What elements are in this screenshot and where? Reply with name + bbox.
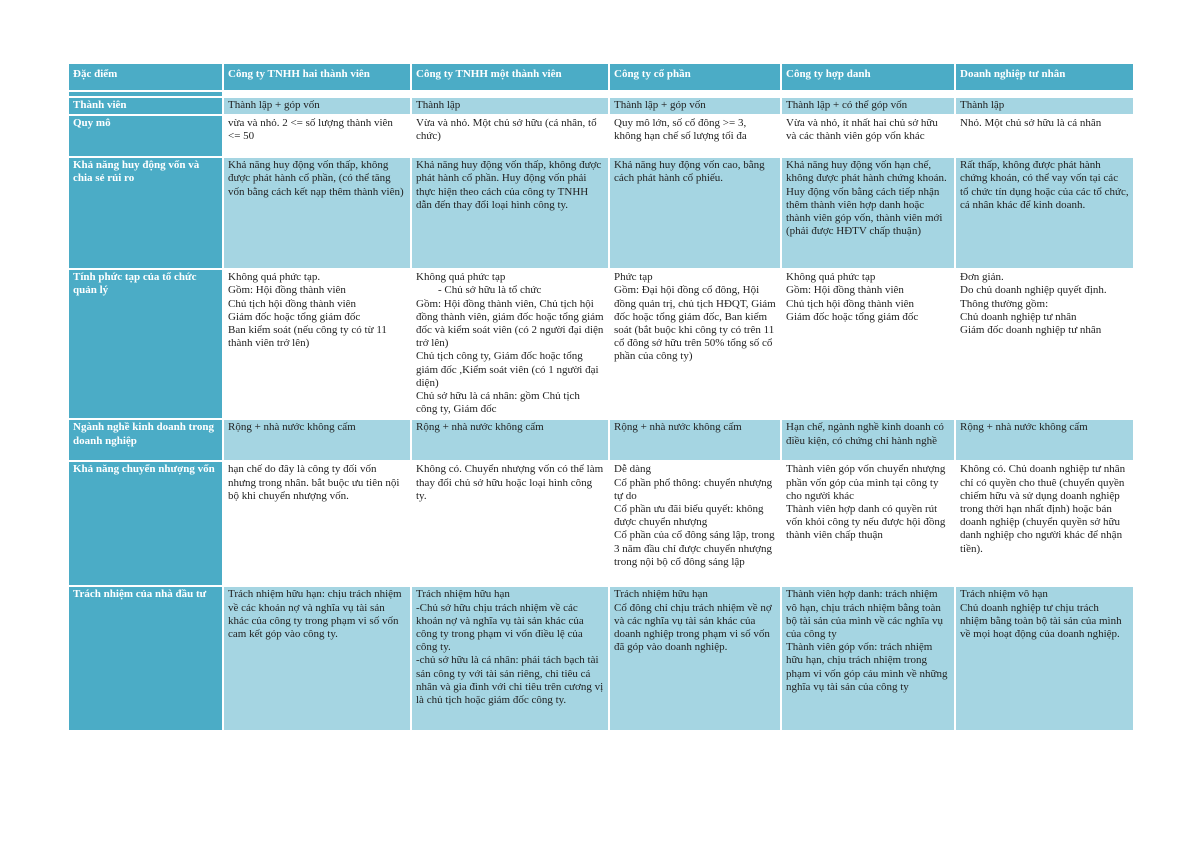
cell-line: Vừa và nhỏ. Một chủ sở hữu (cá nhân, tổ chức) — [416, 117, 597, 143]
cell-line: Không có. Chủ doanh nghiệp tư nhân chỉ có quyền cho thuê (chuyển quyền chiếm hữu và sử dụng doanh nghiệp trong thời hạn nhất định) hoặc bán doanh nghiệp (chuyển quyền sở hữu danh nghiệp cho người khác để nhận tiền). — [960, 463, 1126, 555]
table-cell — [224, 270, 410, 418]
cell-line: Cổ phần của cổ đông sáng lập, trong 3 năm đầu chỉ được chuyển nhượng trong nội bộ cổ đông sáng lập — [614, 529, 775, 568]
cell-line: Thành lập — [416, 99, 461, 111]
table-cell — [610, 158, 780, 268]
table-cell — [956, 270, 1133, 418]
cell-line: Rộng + nhà nước không cấm — [416, 421, 544, 434]
cell-line: Dễ dàng — [614, 463, 651, 476]
cell-line: hạn chế do đây là công ty đối vốn nhưng trong nhân. bắt buộc ưu tiên nội bộ khi chuyển nhượng vốn. — [228, 463, 400, 502]
row-label: Ngành nghề kinh doanh trong doanh nghiệp — [69, 420, 222, 460]
cell-line: Chủ tịch hội đồng thành viên — [228, 297, 357, 310]
table-row — [69, 116, 1133, 156]
header-row — [69, 64, 1133, 90]
cell-line: Không quá phức tạp — [416, 271, 506, 284]
cell-line: Cổ phần ưu đãi biểu quyết: không được chuyển nhượng — [614, 503, 764, 529]
table-cell — [956, 420, 1133, 460]
cell-line: Trách nhiệm vô hạn — [960, 588, 1048, 601]
table-cell — [412, 462, 608, 585]
cell-line: Cổ đông chỉ chịu trách nhiệm về nợ và các nghĩa vụ tài sản khác của doanh nghiệp trong phạm vi số vốn đã góp vào doanh nghiệp. — [614, 601, 772, 654]
cell-line: Khả năng huy động vốn thấp, không được phát hành cổ phần, (có thể tăng vốn bằng cách kết nạp thêm thành viên) — [228, 159, 404, 198]
cell-line: Quy mô lớn, số cổ đông >= 3, không hạn chế số lượng tối đa — [614, 117, 747, 143]
header-cell: Doanh nghiệp tư nhân — [956, 64, 1133, 90]
cell-line: Khả năng huy động vốn thấp, không được phát hành cổ phần. Huy động vốn phải thực hiện theo cách của công ty TNHH dẫn đến thay đổi loại hình công ty. — [416, 159, 602, 211]
cell-line: Khả năng huy động vốn hạn chế, không được phát hành chứng khoán. — [786, 159, 947, 185]
cell-line: Do chủ doanh nghiệp quyết định. — [960, 284, 1107, 297]
cell-line: Giám đốc hoặc tổng giám đốc — [228, 310, 361, 323]
table-cell — [782, 587, 954, 730]
cell-line: Nhỏ. Một chủ sở hữu là cá nhân — [960, 117, 1102, 130]
table-row — [69, 158, 1133, 268]
table-cell — [224, 587, 410, 730]
table-cell — [224, 462, 410, 585]
header-cell: Đặc điểm — [69, 64, 222, 90]
row-label: Khả năng chuyển nhượng vốn — [69, 462, 222, 585]
cell-line: Rộng + nhà nước không cấm — [960, 421, 1088, 434]
table-cell — [412, 98, 608, 114]
spacer-cell — [782, 92, 954, 96]
cell-line: Khả năng huy động vốn cao, bằng cách phát hành cổ phiếu. — [614, 159, 765, 185]
row-label: Thành viên — [69, 98, 222, 114]
cell-line: -Chủ sở hữu chịu trách nhiệm về các khoản nợ và nghĩa vụ tài sản khác của công ty trong phạm vi vốn điều lệ của công ty. — [416, 601, 584, 654]
table-cell — [412, 116, 608, 156]
spacer-cell — [956, 92, 1133, 96]
cell-line: Ban kiểm soát (nếu công ty có từ 11 thành viên trở lên) — [228, 324, 387, 350]
table-cell — [782, 270, 954, 418]
cell-line: - Chủ sở hữu là tổ chức — [438, 284, 542, 297]
table-cell — [224, 420, 410, 460]
cell-line: Thành lập + góp vốn — [614, 99, 706, 111]
table-cell — [956, 462, 1133, 585]
header-cell: Công ty cổ phần — [610, 64, 780, 90]
table-cell — [412, 158, 608, 268]
table-row — [69, 270, 1133, 418]
cell-line: Huy động vốn bằng cách tiếp nhận thêm thành viên hợp danh hoặc thành viên góp vốn, thành viên mới (phải được HĐTV chấp thuận) — [786, 185, 943, 238]
table-row — [69, 587, 1133, 730]
table-cell — [610, 587, 780, 730]
row-label: Quy mô — [69, 116, 222, 156]
table-cell — [610, 420, 780, 460]
cell-line: Gồm: Đại hội đồng cổ đông, Hội đồng quản trị, chủ tịch HĐQT, Giám đốc hoặc tổng giám đốc, Ban kiểm soát (bắt buộc khi công ty có trên 11 cổ đông sở hữu trên 50% tổng số cổ phần của công ty) — [614, 284, 776, 363]
table-cell — [224, 158, 410, 268]
table-cell — [782, 158, 954, 268]
table-cell — [224, 98, 410, 114]
cell-line: Rất thấp, không được phát hành chứng khoán, có thể vay vốn tại các tổ chức tín dụng hoặc của các tổ chức, cá nhân khác để kinh doanh. — [960, 159, 1129, 211]
table-cell — [956, 98, 1133, 114]
table-row — [69, 98, 1133, 114]
cell-line: Chủ tịch công ty, Giám đốc hoặc tổng giám đốc ,Kiểm soát viên (có 1 người đại diện) — [416, 350, 599, 389]
header-cell: Công ty TNHH một thành viên — [412, 64, 608, 90]
cell-line: Không quá phức tạp — [786, 271, 876, 284]
spacer-cell — [412, 92, 608, 96]
cell-line: Trách nhiệm hữu hạn — [416, 588, 510, 601]
table-row — [69, 420, 1133, 460]
cell-line: Thành viên hợp danh: trách nhiệm vô hạn, chịu trách nhiệm bằng toàn bộ tài sản của mình về các nghĩa vụ của công ty — [786, 588, 944, 641]
header-cell: Công ty TNHH hai thành viên — [224, 64, 410, 90]
cell-line: Trách nhiệm hữu hạn — [614, 588, 708, 601]
cell-line: Gồm: Hội đồng thành viên — [228, 284, 346, 297]
cell-line: vừa và nhỏ. 2 <= số lượng thành viên <= 50 — [228, 117, 393, 143]
cell-line: Giám đốc doanh nghiệp tư nhân — [960, 324, 1102, 337]
cell-line: Thông thường gồm: — [960, 297, 1049, 310]
table-cell — [412, 587, 608, 730]
cell-line: Gồm: Hội đồng thành viên — [786, 284, 904, 297]
table-cell — [956, 587, 1133, 730]
cell-line: Giám đốc hoặc tổng giám đốc — [786, 310, 919, 323]
table-cell — [782, 420, 954, 460]
spacer-cell — [610, 92, 780, 96]
cell-line: Thành lập + có thể góp vốn — [786, 99, 908, 111]
cell-line: Chủ doanh nghiệp tư chịu trách nhiệm bằng toàn bộ tài sản của mình về mọi hoạt động của doanh nghiệp. — [960, 601, 1122, 641]
header-spacer-row — [69, 92, 1133, 96]
table-cell — [610, 462, 780, 585]
header-cell: Công ty hợp danh — [782, 64, 954, 90]
table-cell — [782, 462, 954, 585]
cell-line: Thành viên góp vốn chuyển nhượng phần vốn góp của mình tại công ty cho người khác — [786, 463, 946, 502]
cell-line: Chủ doanh nghiệp tư nhân — [960, 310, 1077, 323]
cell-line: Rộng + nhà nước không cấm — [614, 421, 742, 434]
row-label: Khả năng huy động vốn và chia sẻ rủi ro — [69, 158, 222, 268]
cell-line: Thành lập — [960, 99, 1005, 111]
table-cell — [956, 116, 1133, 156]
cell-line: Vừa và nhỏ, ít nhất hai chủ sở hữu và các thành viên góp vốn khác — [786, 117, 938, 143]
cell-line: Chủ sở hữu là cá nhân: gồm Chủ tịch công ty, Giám đốc — [416, 390, 580, 416]
spacer-cell — [224, 92, 410, 96]
table-cell — [610, 270, 780, 418]
cell-line: Phức tạp — [614, 271, 653, 284]
cell-line: Chủ tịch hội đồng thành viên — [786, 297, 915, 310]
comparison-table — [67, 62, 1135, 732]
table-cell — [610, 116, 780, 156]
cell-line: Hạn chế, ngành nghề kinh doanh có điều kiện, có chứng chỉ hành nghề — [786, 421, 944, 447]
table-cell — [782, 116, 954, 156]
cell-line: Không có. Chuyển nhượng vốn có thể làm thay đổi chủ sở hữu hoặc loại hình công ty. — [416, 463, 604, 502]
table-cell — [412, 420, 608, 460]
table-cell — [412, 270, 608, 418]
table-cell — [610, 98, 780, 114]
row-label: Tính phức tạp của tổ chức quản lý — [69, 270, 222, 418]
row-label: Trách nhiệm của nhà đầu tư — [69, 587, 222, 730]
cell-line: Gồm: Hội đồng thành viên, Chủ tịch hội đồng thành viên, giám đốc hoặc tổng giám đốc và kiểm soát viên (có 2 người đại diện trở lên) — [416, 297, 604, 350]
spacer-cell — [69, 92, 222, 96]
table-cell — [224, 116, 410, 156]
cell-line: Thành viên hợp danh có quyền rút vốn khỏi công ty nếu được hội đồng thành viên chấp thuận — [786, 503, 946, 542]
cell-line: Thành viên góp vốn: trách nhiệm hữu hạn, chịu trách nhiệm trong phạm vi vốn góp cảu mình về những nghĩa vụ tài sản của công ty — [786, 641, 948, 693]
table-row — [69, 462, 1133, 585]
cell-line: -chủ sở hữu là cá nhân: phải tách bạch tài sản công ty với tài sản riêng, chi tiêu cá nhân và gia đình với chi tiêu trên cương vị là chủ tịch hoặc giám đốc công ty. — [416, 654, 604, 707]
cell-line: Không quá phức tạp. — [228, 271, 321, 284]
table-cell — [782, 98, 954, 114]
cell-line: Cổ phần phổ thông: chuyển nhượng tự do — [614, 476, 773, 502]
cell-line: Trách nhiệm hữu hạn: chịu trách nhiệm về các khoản nợ và nghĩa vụ tài sản khác của công ty trong phạm vi số vốn cam kết góp vào công ty. — [228, 588, 402, 641]
cell-line: Rộng + nhà nước không cấm — [228, 421, 356, 434]
cell-line: Thành lập + góp vốn — [228, 99, 320, 111]
table-cell — [956, 158, 1133, 268]
cell-line: Đơn giản. — [960, 271, 1004, 284]
